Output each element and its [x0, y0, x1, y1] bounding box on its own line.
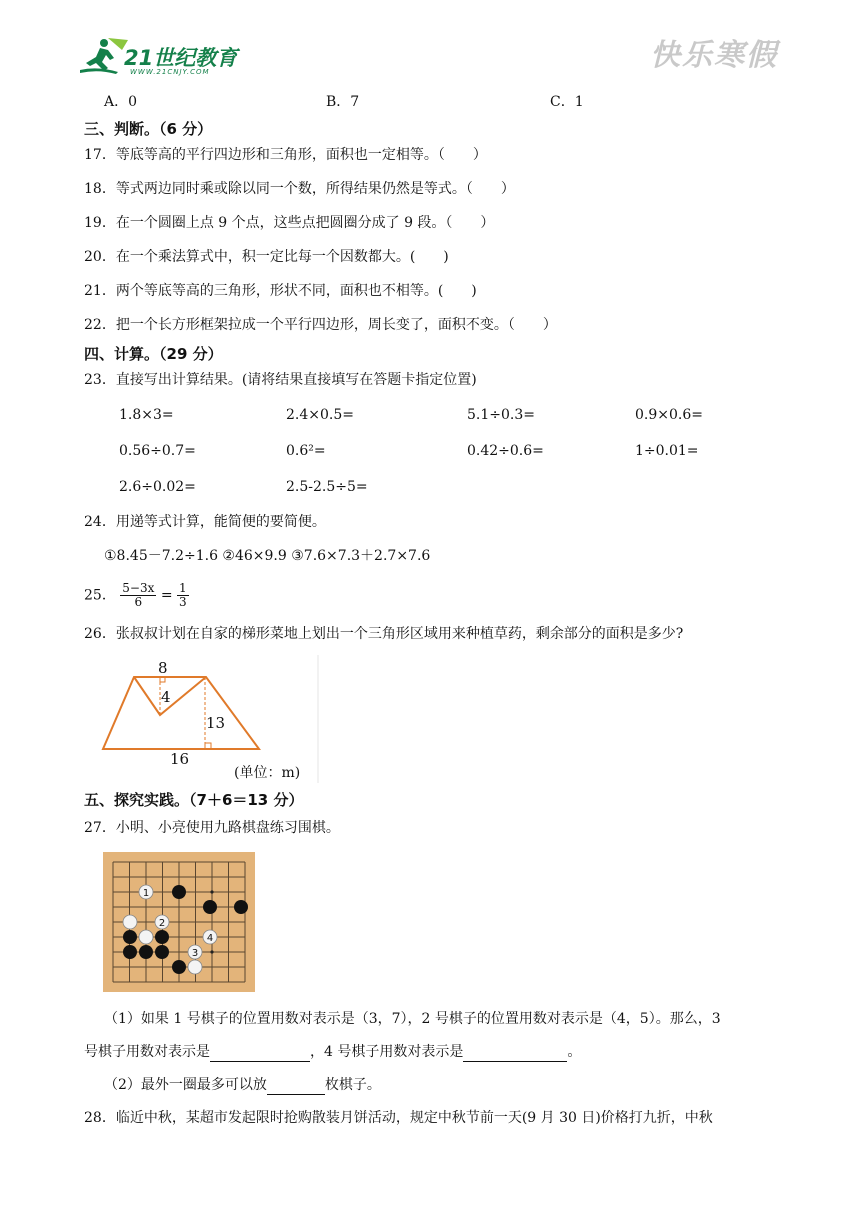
answer-blank-3[interactable]: [210, 1046, 310, 1062]
choice-c: C．1: [550, 94, 584, 110]
calc-item: 2.6÷0.02=: [119, 479, 196, 495]
question-27: 27．小明、小亮使用九路棋盘练习围棋。: [84, 820, 340, 836]
stone-label-2: 2: [158, 918, 166, 929]
logo-subtitle: WWW.21CNJY.COM: [130, 68, 210, 76]
question-27-1-line1: （1）如果 1 号棋子的位置用数对表示是（3，7），2 号棋子的位置用数对表示是（4，5）。那么，3: [104, 1011, 721, 1027]
question-26: 26．张叔叔计划在自家的梯形菜地上划出一个三角形区域用来种植草药，剩余部分的面积是多少?: [84, 626, 684, 642]
calc-item: 0.6²=: [286, 443, 326, 459]
question-24: 24．用递等式计算，能简便的要简便。: [84, 514, 326, 530]
choice-a: A．0: [104, 94, 138, 110]
answer-blank-4[interactable]: [463, 1046, 567, 1062]
fraction-left: [120, 582, 156, 609]
question-17: 17．等底等高的平行四边形和三角形，面积也一定相等。（ ）: [84, 147, 487, 163]
question-24-items: ①8.45－7.2÷1.6 ②46×9.9 ③7.6×7.3＋2.7×7.6: [104, 548, 431, 564]
logo-title: 21世纪教育: [124, 46, 238, 70]
fraction-numerator: 5−3x: [122, 581, 155, 595]
question-19: 19．在一个圆圈上点 9 个点，这些点把圆圈分成了 9 段。（ ）: [84, 215, 495, 231]
label-inner: 4: [161, 688, 171, 706]
label-unit: (单位：m): [234, 765, 301, 781]
calc-item: 2.5-2.5÷5=: [286, 479, 368, 495]
label-height: 13: [206, 714, 226, 732]
question-27-1-line2: [84, 1042, 581, 1062]
question-27-2: [104, 1075, 381, 1095]
choice-b: B．7: [326, 94, 360, 110]
q27-2-prefix: （2）最外一圈最多可以放: [104, 1077, 267, 1093]
holiday-stamp: 快乐寒假: [650, 38, 778, 73]
calc-item: 5.1÷0.3=: [467, 407, 535, 423]
answer-blank-outer[interactable]: [267, 1079, 325, 1095]
question-21: 21．两个等底等高的三角形，形状不同，面积也不相等。( ): [84, 283, 477, 299]
calc-item: 1.8×3=: [119, 407, 174, 423]
question-18: 18．等式两边同时乘或除以同一个数，所得结果仍然是等式。（ ）: [84, 181, 515, 197]
stone-label-4: 4: [206, 933, 214, 944]
question-25-label: 25．: [84, 587, 116, 604]
fraction-right: [177, 582, 189, 609]
fraction-numerator: 1: [179, 581, 187, 595]
fraction-denominator: 6: [134, 595, 143, 609]
calc-item: 1÷0.01=: [635, 443, 699, 459]
calc-item: 0.42÷0.6=: [467, 443, 544, 459]
label-bottom: 16: [170, 750, 190, 768]
question-25: [84, 582, 189, 609]
trapezoid-outline: [103, 677, 259, 749]
stone-label-1: 1: [142, 888, 150, 899]
question-28: 28．临近中秋，某超市发起限时抢购散装月饼活动，规定中秋节前一天(9 月 30 日)价格打九折，中秋: [84, 1110, 713, 1126]
label-top: 8: [158, 659, 168, 677]
question-22: 22．把一个长方形框架拉成一个平行四边形，周长变了，面积不变。（ ）: [84, 317, 557, 333]
fraction-denominator: 3: [179, 595, 187, 609]
stone-label-3: 3: [191, 948, 199, 959]
q27-2-end: 枚棋子。: [324, 1077, 381, 1093]
calc-item: 0.56÷0.7=: [119, 443, 196, 459]
section-4-title: 四、计算。（29 分）: [84, 345, 223, 363]
runner-icon: [78, 36, 130, 76]
calc-item: 2.4×0.5=: [286, 407, 354, 423]
section-3-title: 三、判断。（6 分）: [84, 120, 213, 138]
question-23: 23．直接写出计算结果。(请将结果直接填写在答题卡指定位置): [84, 372, 477, 388]
site-logo: [78, 36, 248, 76]
section-5-title: 五、探究实践。（7＋6＝13 分）: [84, 791, 304, 809]
q27-1-mid: ，4 号棋子用数对表示是: [310, 1044, 464, 1060]
q27-1-end: 。: [567, 1044, 582, 1060]
q27-1-prefix: 号棋子用数对表示是: [84, 1044, 210, 1060]
equals-sign: =: [160, 587, 173, 604]
go-board: [103, 852, 255, 992]
question-20: 20．在一个乘法算式中，积一定比每一个因数都大。( ): [84, 249, 449, 265]
calc-item: 0.9×0.6=: [635, 407, 703, 423]
